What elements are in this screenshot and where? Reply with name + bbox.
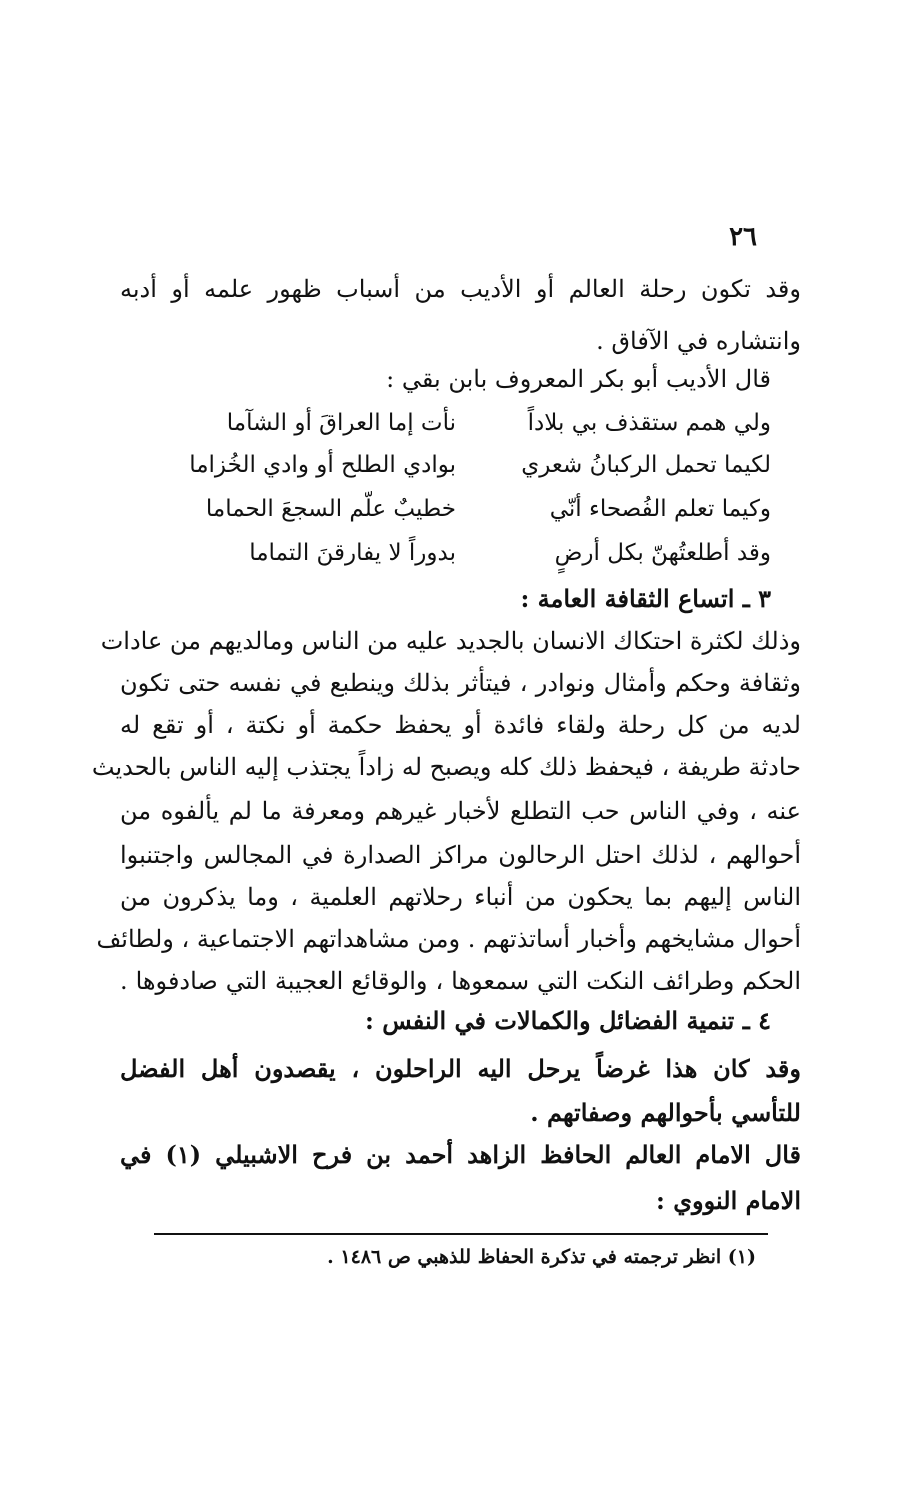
- verse-hemistich-right: وقد أطلعتُهنّ بكل أرضٍ: [554, 540, 771, 566]
- text-line: وقد كان هذا غرضاً يرحل اليه الراحلون ، يقصدون أهل الفضل: [120, 1054, 801, 1083]
- text-line: قال الامام العالم الحافظ الزاهد أحمد بن فرح الاشبيلي (١) في: [120, 1140, 802, 1169]
- text-line: حادثة طريفة ، فيحفظ ذلك كله ويصبح له زاداً يجتذب إليه الناس بالحديث: [91, 753, 801, 781]
- verse-hemistich-left: خطيبٌ علّم السجعَ الحماما: [205, 496, 456, 522]
- footnote-divider: [154, 1233, 768, 1235]
- text-line: أحوال مشايخهم وأخبار أساتذتهم . ومن مشاهداتهم الاجتماعية ، ولطائف: [96, 925, 801, 953]
- text-line: وانتشاره في الآفاق .: [596, 327, 801, 355]
- text-line: قال الأديب أبو بكر المعروف بابن بقي :: [386, 365, 771, 393]
- verse-hemistich-right: ولي همم ستقذف بي بلاداً: [527, 410, 771, 436]
- text-line: وقد تكون رحلة العالم أو الأديب من أسباب ظهور علمه أو أدبه: [120, 275, 801, 303]
- verse-hemistich-left: نأت إما العراقَ أو الشآما: [226, 410, 456, 436]
- footnote: (١) انظر ترجمته في تذكرة الحفاظ للذهبي ص ١٤٨٦ .: [327, 1246, 756, 1268]
- text-line: الحكم وطرائف النكت التي سمعوها ، والوقائع العجيبة التي صادفوها .: [120, 967, 801, 995]
- text-line: الامام النووي :: [656, 1186, 801, 1215]
- text-line: للتأسي بأحوالهم وصفاتهم .: [530, 1098, 801, 1127]
- text-line: وذلك لكثرة احتكاك الانسان بالجديد عليه من الناس ومالديهم من عادات: [100, 627, 801, 655]
- section-heading: ٤ ـ تنمية الفضائل والكمالات في النفس :: [364, 1006, 771, 1035]
- page-number: ٢٦: [729, 222, 757, 252]
- text-line: لديه من كل رحلة ولقاء فائدة أو يحفظ حكمة أو نكتة ، أو تقع له: [120, 711, 801, 739]
- text-line: عنه ، وفي الناس حب التطلع لأخبار غيرهم ومعرفة ما لم يألفوه من: [120, 797, 801, 825]
- verse-hemistich-right: لكيما تحمل الركبانُ شعري: [521, 452, 771, 478]
- verse-hemistich-right: وكيما تعلم الفُصحاء أنّي: [549, 496, 771, 522]
- text-line: وثقافة وحكم وأمثال ونوادر ، فيتأثر بذلك وينطبع في نفسه حتى تكون: [120, 669, 801, 697]
- text-line: أحوالهم ، لذلك احتل الرحالون مراكز الصدارة في المجالس واجتنبوا: [120, 841, 801, 869]
- verse-hemistich-left: بدوراً لا يفارقنَ التماما: [249, 540, 456, 566]
- section-heading: ٣ ـ اتساع الثقافة العامة :: [520, 584, 771, 613]
- text-line: الناس إليهم بما يحكون من أنباء رحلاتهم العلمية ، وما يذكرون من: [120, 883, 801, 911]
- verse-hemistich-left: بوادي الطلح أو وادي الخُزاما: [189, 452, 456, 478]
